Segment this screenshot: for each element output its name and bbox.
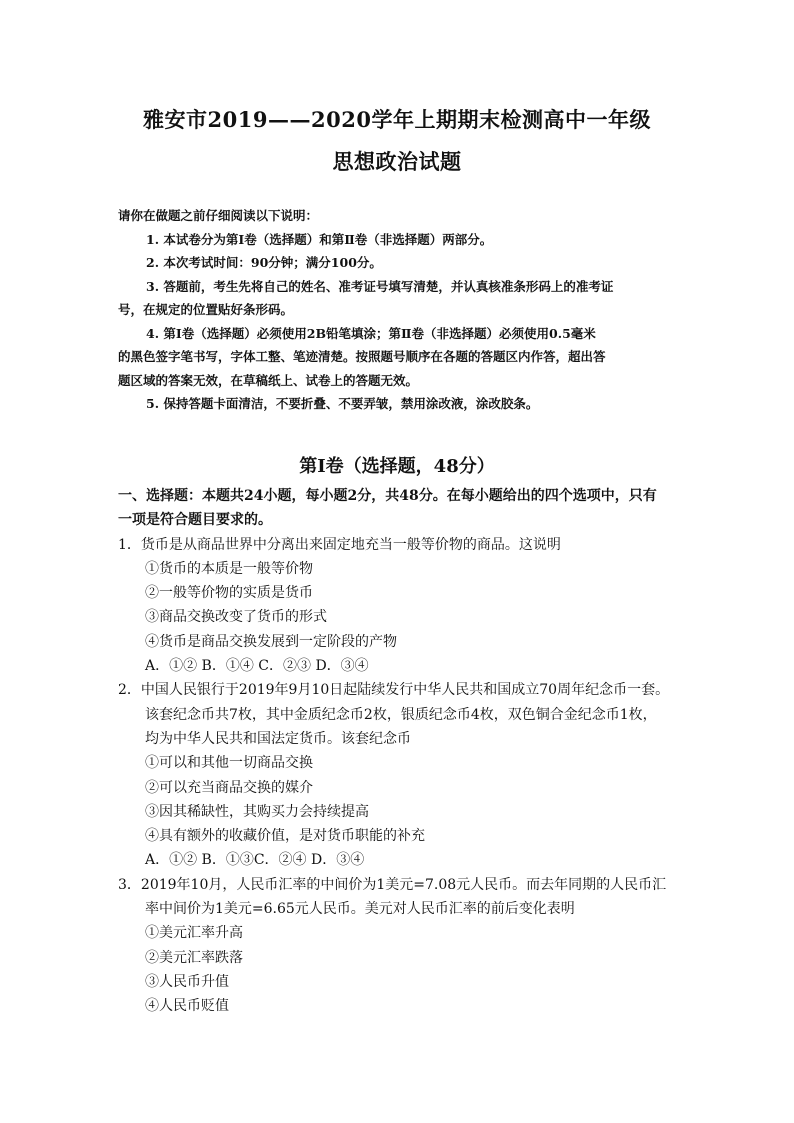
instruction-line: 2. 本次考试时间：90分钟；满分100分。 (146, 255, 382, 270)
questions-area (118, 484, 683, 1019)
question-stem: 1．货币是从商品世界中分离出来固定地充当一般等价物的商品。这说明 (118, 536, 561, 553)
instructions (118, 204, 678, 416)
question-stem: 均为中华人民共和国法定货币。该套纪念币 (145, 730, 411, 747)
question-stem: 该套纪念币共7枚，其中金质纪念币2枚，银质纪念币4枚，双色铜合金纪念币1枚， (145, 706, 657, 723)
instructions-intro: 请你在做题之前仔细阅读以下说明： (118, 208, 319, 223)
section-description: 一、选择题：本题共24小题，每小题2分，共48分。在每小题给出的四个选项中，只有 (118, 488, 657, 504)
question-stem: 率中间价为1美元=6.65元人民币。美元对人民币汇率的前后变化表明 (145, 901, 575, 918)
question-stem: 2．中国人民银行于2019年9月10日起陆续发行中华人民共和国成立70周年纪念币一套。 (118, 682, 670, 699)
instruction-line: 5. 保持答题卡面清洁，不要折叠、不要弄皱，禁用涂改液，涂改胶条。 (146, 396, 539, 411)
question-option: ③商品交换改变了货币的形式 (145, 609, 327, 626)
instruction-line: 的黑色签字笔书写，字体工整、笔迹清楚。按照题号顺序在各题的答题区内作答，超出答 (118, 349, 606, 364)
exam-subtitle: 思想政治试题 (332, 149, 462, 174)
question-option: ②美元汇率跌落 (145, 949, 243, 966)
section-description: 一项是符合题目要求的。 (118, 512, 272, 529)
exam-title: 雅安市2019——2020学年上期期末检测高中一年级 (143, 107, 651, 132)
question-option: ④人民币贬值 (145, 998, 229, 1015)
question-2 (118, 678, 683, 872)
answer-choices: A．①② B．①④ C．②③ D．③④ (145, 658, 369, 675)
question-option: ③因其稀缺性，其购买力会持续提高 (145, 803, 369, 820)
answer-choices: A．①② B．①③C．②④ D．③④ (145, 852, 365, 869)
section-title: 第Ⅰ卷（选择题，48分） (299, 456, 495, 477)
instruction-line: 1. 本试卷分为第Ⅰ卷（选择题）和第Ⅱ卷（非选择题）两部分。 (146, 231, 493, 247)
question-option: ④具有额外的收藏价值，是对货币职能的补充 (145, 828, 425, 845)
instruction-line: 4. 第Ⅰ卷（选择题）必须使用2B铅笔填涂；第Ⅱ卷（非选择题）必须使用0.5毫米 (146, 325, 596, 341)
question-option: ③人民币升值 (145, 973, 229, 990)
question-1 (118, 533, 683, 679)
question-option: ①可以和其他一切商品交换 (145, 755, 313, 772)
question-option: ④货币是商品交换发展到一定阶段的产物 (145, 633, 397, 650)
instruction-line: 3. 答题前，考生先将自己的姓名、准考证号填写清楚，并认真核准条形码上的准考证 (146, 278, 614, 294)
question-stem: 3．2019年10月，人民币汇率的中间价为1美元=7.08元人民币。而去年同期的人民币汇 (118, 876, 667, 893)
question-3 (118, 873, 683, 1019)
instruction-line: 题区域的答案无效，在草稿纸上、试卷上的答题无效。 (118, 372, 419, 388)
question-option: ②可以充当商品交换的媒介 (145, 779, 313, 796)
question-option: ①美元汇率升高 (145, 925, 243, 942)
question-option: ①货币的本质是一般等价物 (145, 560, 313, 577)
instruction-line: 号，在规定的位置贴好条形码。 (118, 302, 294, 317)
question-option: ②一般等价物的实质是货币 (145, 585, 313, 602)
